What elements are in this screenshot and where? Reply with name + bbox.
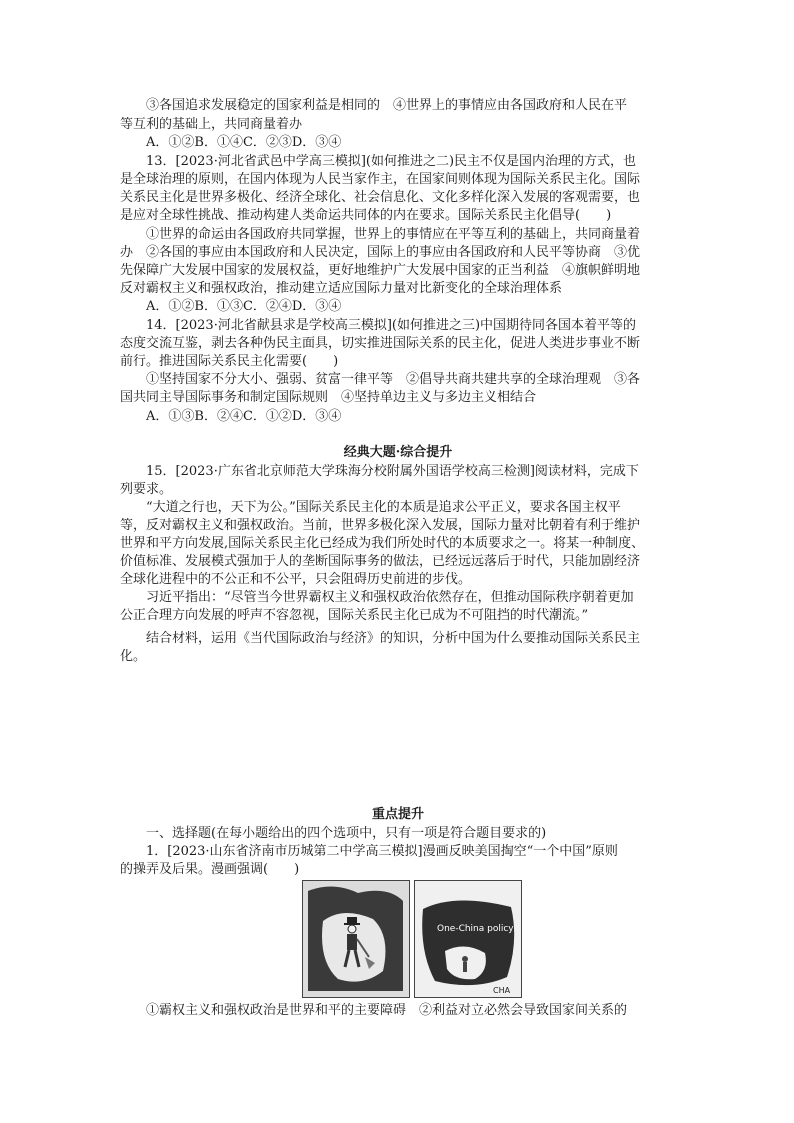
q1-stem-1: 1．[2023·山东省济南市历城第二中学高三模拟]漫画反映美国掏空“一个中国”原则 bbox=[146, 844, 618, 859]
q15-material-3: 世界和平方向发展,国际关系民主化已经成为我们所处时代的本质要求之一。将某一种制度、 bbox=[120, 536, 645, 551]
comic-signature: CHA bbox=[493, 986, 511, 995]
q13-answers: A．①②B．①③C．②④D．③④ bbox=[146, 299, 342, 314]
section-title-key: 重点提升 bbox=[371, 807, 424, 822]
q14-opt-1: ①坚持国家不分大小、强弱、贫富一律平等 ②倡导共商共建共享的全球治理观 ③各 bbox=[146, 372, 641, 387]
q13-stem-3: 关系民主化是世界多极化、经济全球化、社会信息化、文化多样化深入发展的客观需要，也 bbox=[120, 190, 641, 205]
choice-instruction: 一、选择题(在每小题给出的四个选项中，只有一项是符合题目要求的) bbox=[146, 826, 547, 841]
q12-option-line-2: 等互利的基础上，共同商量着办 bbox=[120, 117, 303, 132]
q1-stem-2: 的操弄及后果。漫画强调( ) bbox=[120, 862, 300, 877]
q13-stem-4: 是应对全球性挑战、推动构建人类命运共同体的内在要求。国际关系民主化倡导( ) bbox=[120, 208, 612, 223]
q13-stem-2: 是全球治理的原则，在国内体现为人民当家作主，在国家间则体现为国际关系民主化。国际 bbox=[120, 172, 641, 187]
q15-material-1: “大道之行也，天下为公。”国际关系民主化的本质是追求公平正义，要求各国主权平 bbox=[146, 500, 621, 515]
q14-stem-3: 前行。推进国际关系民主化需要( ) bbox=[120, 354, 339, 369]
q15-task-1: 结合材料，运用《当代国际政治与经济》的知识，分析中国为什么要推动国际关系民主 bbox=[146, 631, 641, 646]
q12-option-line-1: ③各国追求发展稳定的国家利益是相同的 ④世界上的事情应由各国政府和人民在平 bbox=[146, 98, 628, 113]
q15-material-5: 全球化进程中的不公正和不公平，只会阻碍历史前进的步伐。 bbox=[120, 572, 472, 587]
q14-stem-1: 14．[2023·河北省献县求是学校高三模拟](如何推进之三)中国期待同各国本着平等的 bbox=[146, 318, 637, 333]
q15-stem-2: 列要求。 bbox=[120, 482, 173, 497]
q14-stem-2: 态度交流互鉴，剥去各种伪民主面具，切实推进国际关系的民主化，促进人类进步事业不断 bbox=[120, 336, 641, 351]
q15-stem-1: 15．[2023·广东省北京师范大学珠海分校附属外国语学校高三检测]阅读材料，完成下 bbox=[146, 464, 639, 479]
comic-panel-right bbox=[414, 880, 522, 998]
q13-stem-1: 13．[2023·河北省武邑中学高三模拟](如何推进之二)民主不仅是国内治理的方式，也 bbox=[146, 154, 637, 169]
q15-material-7: 公正合理方向发展的呼声不容忽视，国际关系民主化已成为不可阻挡的时代潮流。” bbox=[120, 608, 589, 623]
comic-panel-left bbox=[302, 880, 410, 998]
q15-task-2: 化。 bbox=[120, 649, 147, 664]
q14-opt-2: 国共同主导国际事务和制定国际规则 ④坚持单边主义与多边主义相结合 bbox=[120, 390, 537, 405]
comic-banner-text: One-China policy bbox=[437, 924, 514, 934]
q13-opt-2: 办 ②各国的事应由本国政府和人民决定，国际上的事应由各国政府和人民平等协商 ③优 bbox=[120, 245, 641, 260]
q15-material-6: 习近平指出：“尽管当今世界霸权主义和强权政治依然存在，但推动国际秩序朝着更加 bbox=[146, 590, 634, 605]
q13-opt-1: ①世界的命运由各国政府共同掌握，世界上的事情应在平等互利的基础上，共同商量着 bbox=[146, 227, 641, 242]
q12-answers: A．①②B．①④C．②③D．③④ bbox=[146, 135, 342, 150]
q14-answers: A．①③B．②④C．①②D．③④ bbox=[146, 409, 342, 424]
q15-material-4: 价值标准、发展模式强加于人的垄断国际事务的做法，已经远远落后于时代，只能加剧经济 bbox=[120, 554, 641, 569]
section-title-classic: 经典大题·综合提升 bbox=[343, 445, 453, 460]
q13-opt-4: 反对霸权主义和强权政治，推动建立适应国际力量对比新变化的全球治理体系 bbox=[120, 281, 563, 296]
q13-opt-3: 先保障广大发展中国家的发展权益，更好地维护广大发展中国家的正当利益 ④旗帜鲜明地 bbox=[120, 263, 641, 278]
q1-opt-1: ①霸权主义和强权政治是世界和平的主要障碍 ②利益对立必然会导致国家间关系的 bbox=[146, 1003, 628, 1018]
q15-material-2: 等，反对霸权主义和强权政治。当前，世界多极化深入发展，国际力量对比朝着有利于维护 bbox=[120, 518, 641, 533]
